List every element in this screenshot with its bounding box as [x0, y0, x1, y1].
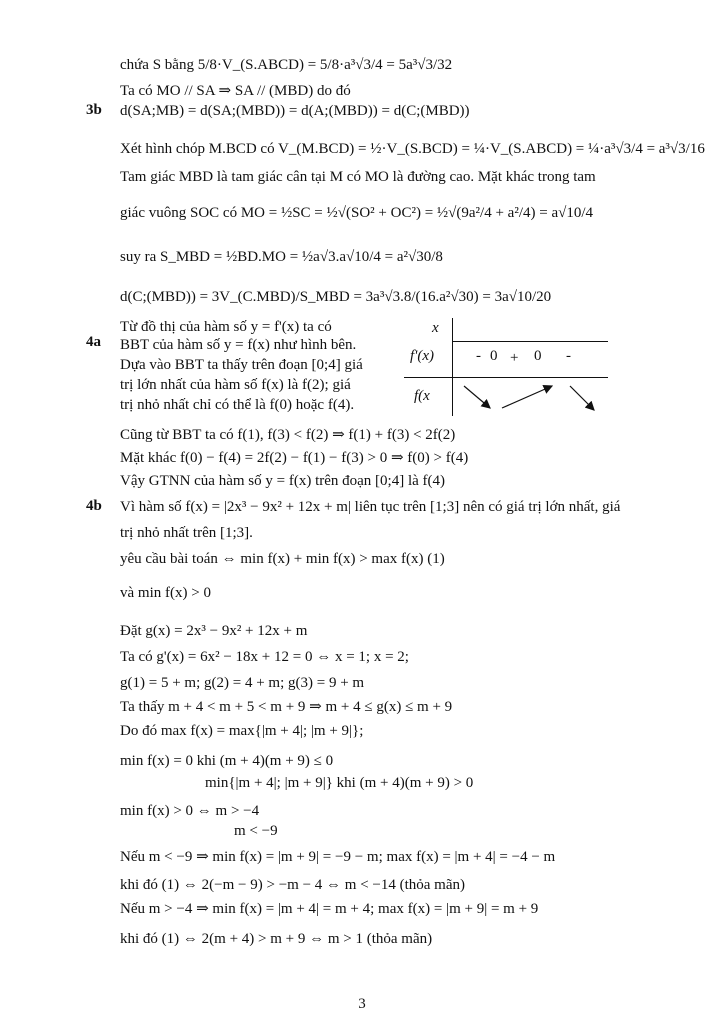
table-row-divider	[452, 341, 608, 342]
text-line: trị nhỏ nhất trên [1;3].	[120, 525, 253, 541]
text-line: khi đó (1) ⇔ 2(−m − 9) > −m − 4 ⇔ m < −14 (thỏa mãn)	[120, 877, 466, 893]
text-line: g(1) = 5 + m; g(2) = 4 + m; g(3) = 9 + m	[120, 675, 365, 691]
arrow-down	[464, 386, 490, 408]
text-line: Mặt khác f(0) − f(4) = 2f(2) − f(1) − f(3) > 0 ⇒ f(0) > f(4)	[120, 450, 469, 466]
text-line: Ta có g'(x) = 6x² − 18x + 12 = 0 ⇔ x = 1; x = 2;	[120, 649, 409, 665]
text-line: Vì hàm số f(x) = |2x³ − 9x² + 12x + m| liên tục trên [1;3] nên có giá trị lớn nhất, giá	[120, 499, 621, 515]
text-line: Dựa vào BBT ta thấy trên đoạn [0;4] giá	[120, 357, 363, 373]
text-line: giác vuông SOC có MO = ½SC = ½√(SO² + OC²) = ½√(9a²/4 + a²/4) = a√10/4	[120, 205, 593, 221]
text-line: Nếu m < −9 ⇒ min f(x) = |m + 9| = −9 − m; max f(x) = |m + 4| = −4 − m	[120, 849, 556, 865]
table-sign: -	[566, 348, 571, 364]
table-sign: -	[476, 348, 481, 364]
text-line: Đặt g(x) = 2x³ − 9x² + 12x + m	[120, 623, 308, 639]
text-line: Xét hình chóp M.BCD có V_(M.BCD) = ½·V_(S.BCD) = ¼·V_(S.ABCD) = ¼·a³√3/4 = a³√3/16	[120, 141, 705, 157]
variation-arrows	[452, 378, 608, 416]
text-line: Do đó max f(x) = max{|m + 4|; |m + 9|};	[120, 723, 364, 739]
text-line: khi đó (1) ⇔ 2(m + 4) > m + 9 ⇔ m > 1 (thỏa mãn)	[120, 931, 433, 947]
table-x-label: x	[432, 320, 439, 336]
section-label-4a: 4a	[86, 334, 101, 350]
text-line: Ta có MO // SA ⇒ SA // (MBD) do đó	[120, 83, 351, 99]
table-f-label: f(x	[414, 388, 430, 404]
table-sign: 0	[490, 348, 498, 364]
text-line: Cũng từ BBT ta có f(1), f(3) < f(2) ⇒ f(1) + f(3) < 2f(2)	[120, 427, 456, 443]
table-fprime-label: f'(x)	[410, 348, 435, 364]
text-line: Nếu m > −4 ⇒ min f(x) = |m + 4| = m + 4; max f(x) = |m + 9| = m + 9	[120, 901, 539, 917]
text-line: Ta thấy m + 4 < m + 5 < m + 9 ⇒ m + 4 ≤ g(x) ≤ m + 9	[120, 699, 453, 715]
table-sign: +	[510, 350, 519, 366]
table-sign: 0	[534, 348, 542, 364]
text-line: trị lớn nhất của hàm số f(x) là f(2); giá	[120, 377, 351, 393]
arrow-up	[502, 386, 552, 408]
variation-table	[404, 318, 608, 416]
text-line: chứa S bằng 5/8·V_(S.ABCD) = 5/8·a³√3/4 = 5a³√3/32	[120, 57, 453, 73]
page-number: 3	[358, 996, 366, 1012]
section-label-4b: 4b	[86, 498, 102, 514]
text-line: d(C;(MBD)) = 3V_(C.MBD)/S_MBD = 3a³√3.8/(16.a²√30) = 3a√10/20	[120, 289, 552, 305]
text-line: d(SA;MB) = d(SA;(MBD)) = d(A;(MBD)) = d(C;(MBD))	[120, 103, 470, 119]
text-line: và min f(x) > 0	[120, 585, 211, 601]
arrow-down	[570, 386, 594, 410]
text-line: yêu cầu bài toán ⇔ min f(x) + min f(x) > max f(x) (1)	[120, 551, 445, 567]
text-line: min f(x) > 0 ⇔ m > −4	[120, 803, 260, 819]
text-line: BBT của hàm số y = f(x) như hình bên.	[120, 337, 357, 353]
text-line: Vậy GTNN của hàm số y = f(x) trên đoạn [0;4] là f(4)	[120, 473, 446, 489]
text-line: Từ đồ thị của hàm số y = f'(x) ta có	[120, 319, 332, 335]
text-line: min f(x) = 0 khi (m + 4)(m + 9) ≤ 0	[120, 753, 334, 769]
text-line: suy ra S_MBD = ½BD.MO = ½a√3.a√10/4 = a²√30/8	[120, 249, 443, 265]
text-line: Tam giác MBD là tam giác cân tại M có MO là đường cao. Mặt khác trong tam	[120, 169, 596, 185]
section-label-3b: 3b	[86, 102, 102, 118]
text-line: min{|m + 4|; |m + 9|} khi (m + 4)(m + 9) > 0	[205, 775, 474, 791]
text-line: trị nhỏ nhất chỉ có thể là f(0) hoặc f(4).	[120, 397, 355, 413]
text-line: m < −9	[234, 823, 278, 839]
